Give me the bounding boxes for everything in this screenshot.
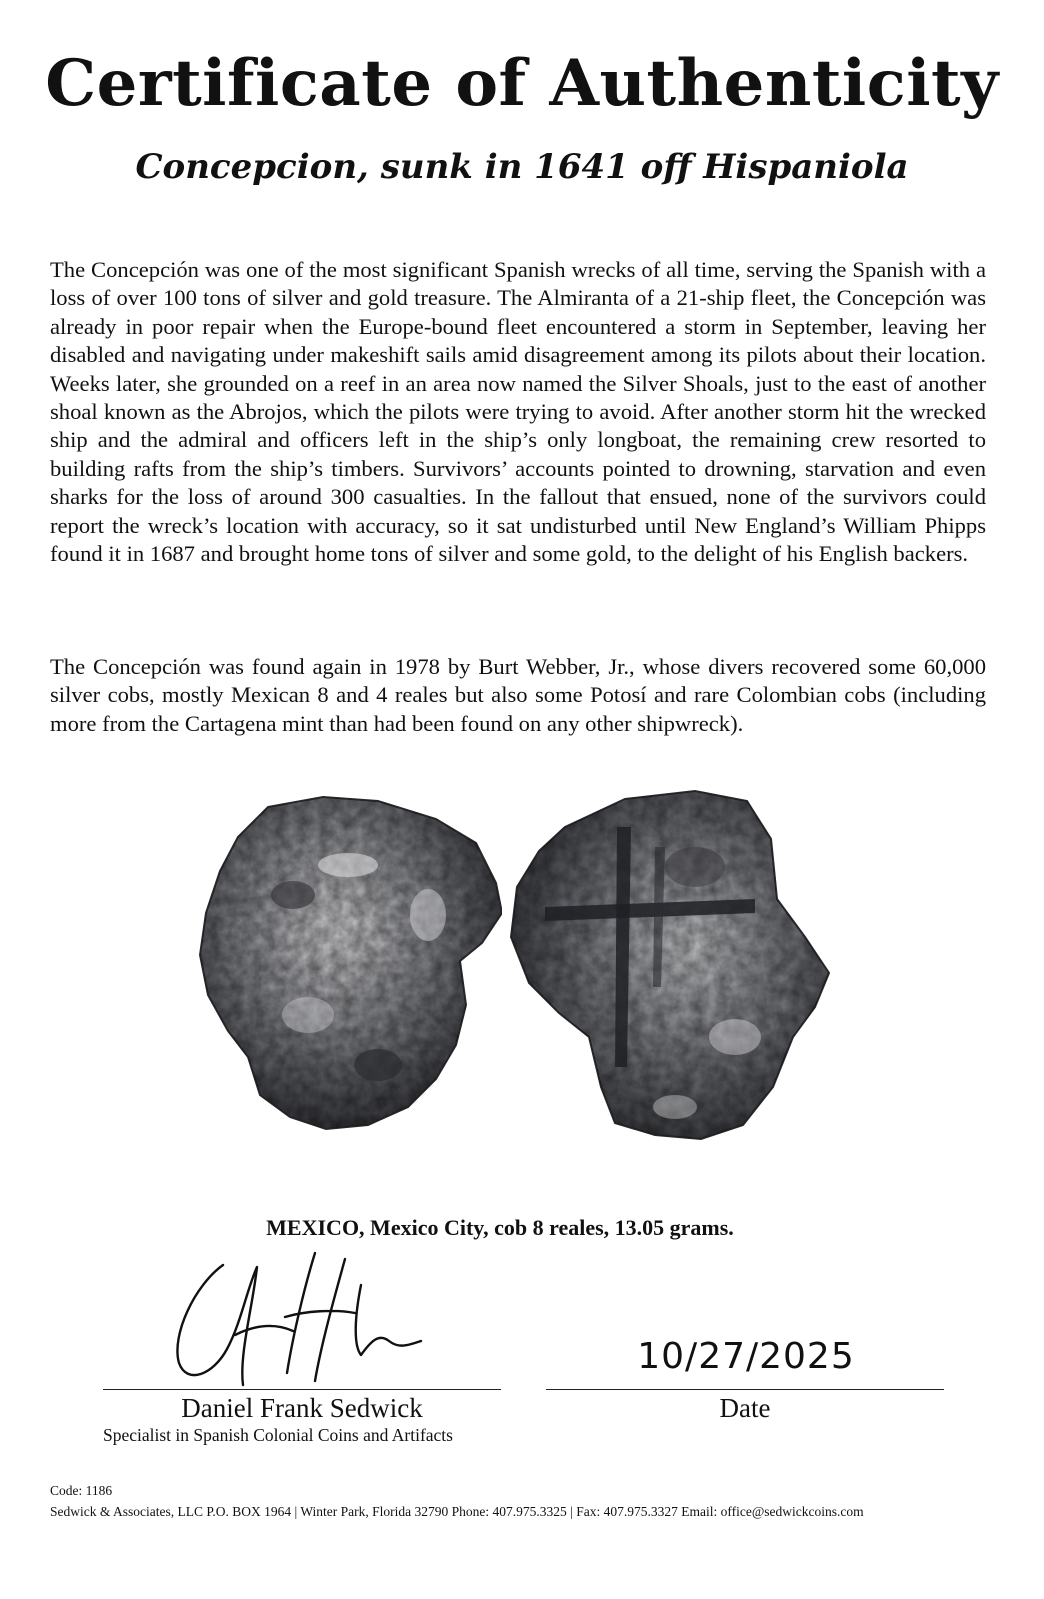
certificate-title: Certificate of Authenticity <box>45 46 999 121</box>
certificate-code: Code: 1186 <box>50 1483 113 1498</box>
footer-contact: Sedwick & Associates, LLC P.O. BOX 1964 | Winter Park, Florida 32790 Phone: 407.975.3325 | Fax: 407.975.3327 Email: office@sedwickcoins.com <box>50 1504 864 1519</box>
silver-cob-reverse-icon <box>505 787 833 1143</box>
coin-description: MEXICO, Mexico City, cob 8 reales, 13.05 grams. <box>266 1215 734 1240</box>
silver-cob-obverse-icon <box>198 795 502 1133</box>
history-paragraph-2: The Concepción was found again in 1978 by Burt Webber, Jr., whose divers recovered some 60,000 silver cobs, mostly Mexican 8 and 4 reales but also some Potosí and rare Colombian cobs (including more from the Cartagena mint than had been found on any other shipwreck). <box>50 654 986 736</box>
date-line <box>546 1389 944 1390</box>
date-label: Date <box>719 1393 771 1423</box>
history-paragraph-1: The Concepción was one of the most significant Spanish wrecks of all time, serving the Spanish with a loss of over 100 tons of silver and gold treasure. The Almiranta of a 21-ship fleet, the Concepción was already in poor repair when the Europe-bound fleet encountered a storm in September, leaving her disabled and navigating under makeshift sails amid disagreement among its pilots about their location. Weeks later, she grounded on a reef in an area now named the Silver Shoals, just to the east of another shoal known as the Abrojos, which the pilots were trying to avoid. After another storm hit the wrecked ship and the admiral and officers left in the ship’s only longboat, the remaining crew resorted to building rafts from the ship’s timbers. Survivors’ accounts pointed to drowning, starvation and even sharks for the loss of around 300 casualties. In the fallout that ensued, none of the survivors could report the wreck’s location with accuracy, so it sat undisturbed until New England’s William Phipps found it in 1687 and brought home tons of silver and some gold, to the delight of his English backers. <box>50 257 986 567</box>
certificate-subtitle: Concepcion, sunk in 1641 off Hispaniola <box>135 147 909 187</box>
signer-title: Specialist in Spanish Colonial Coins and Artifacts <box>103 1425 453 1445</box>
signature-date: 10/27/2025 <box>637 1336 855 1377</box>
signature-image <box>165 1245 425 1395</box>
signature-line <box>103 1389 501 1390</box>
signer-name: Daniel Frank Sedwick <box>181 1393 423 1423</box>
